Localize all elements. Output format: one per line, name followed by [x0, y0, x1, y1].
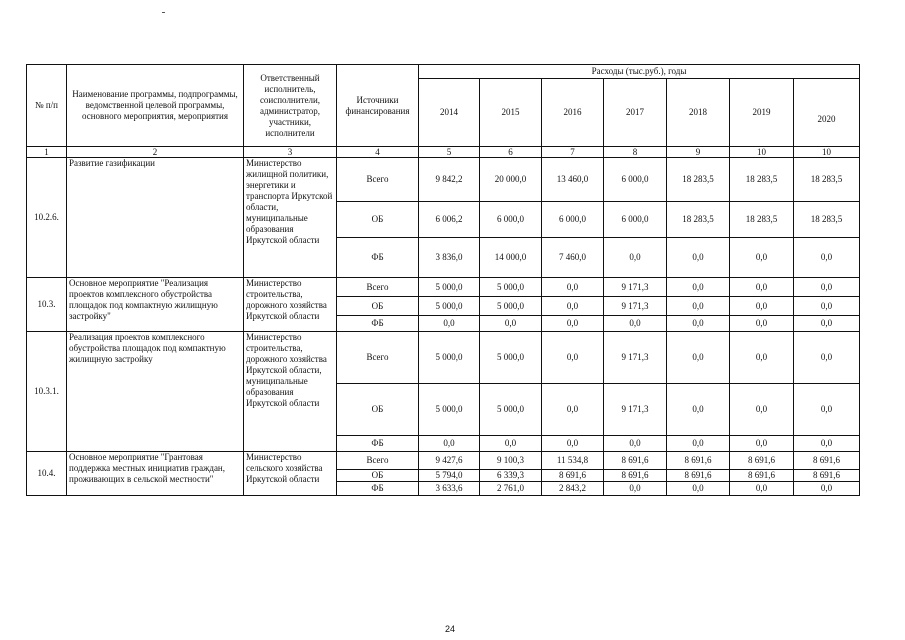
expense-value: 18 283,5 — [667, 158, 730, 202]
expense-value: 6 000,0 — [604, 158, 667, 202]
expense-value: 8 691,6 — [730, 452, 794, 470]
expense-value: 0,0 — [542, 436, 604, 452]
expense-value: 0,0 — [730, 436, 794, 452]
expense-value: 9 171,3 — [604, 384, 667, 436]
expense-value: 0,0 — [419, 436, 480, 452]
index-cell: 1 — [27, 147, 67, 158]
row-number: 10.3.1. — [27, 332, 67, 452]
item-executor: Министерство строительства, дорожного хозяйства Иркутской области — [244, 278, 337, 332]
expense-value: 18 283,5 — [794, 158, 860, 202]
expense-value: 0,0 — [730, 238, 794, 278]
expense-value: 0,0 — [480, 316, 542, 332]
expense-value: 0,0 — [730, 297, 794, 316]
expense-value: 9 100,3 — [480, 452, 542, 470]
funding-source: Всего — [337, 332, 419, 384]
expense-value: 7 460,0 — [542, 238, 604, 278]
expense-value: 2 843,2 — [542, 482, 604, 496]
item-executor: Министерство сельского хозяйства Иркутской области — [244, 452, 337, 496]
expense-value: 9 171,3 — [604, 332, 667, 384]
expenses-table — [26, 64, 860, 496]
expense-value: 6 000,0 — [542, 202, 604, 238]
expense-value: 0,0 — [604, 482, 667, 496]
expense-value: 0,0 — [794, 278, 860, 297]
expense-value: 18 283,5 — [730, 202, 794, 238]
expense-value: 8 691,6 — [667, 470, 730, 482]
expense-value: 18 283,5 — [667, 202, 730, 238]
header-expenses: Расходы (тыс.руб.), годы — [419, 65, 860, 79]
expense-value: 0,0 — [542, 297, 604, 316]
index-cell: 3 — [244, 147, 337, 158]
funding-source: ОБ — [337, 470, 419, 482]
funding-source: ФБ — [337, 436, 419, 452]
expense-value: 0,0 — [730, 316, 794, 332]
expense-value: 0,0 — [794, 482, 860, 496]
index-cell: 6 — [480, 147, 542, 158]
expense-value: 9 171,3 — [604, 297, 667, 316]
funding-source: Всего — [337, 452, 419, 470]
item-executor: Министерство строительства, дорожного хозяйства Иркутской области, муниципальные образования Иркутской области — [244, 332, 337, 452]
year-header: 2020 — [794, 79, 860, 147]
funding-source: ФБ — [337, 482, 419, 496]
expense-value: 0,0 — [794, 316, 860, 332]
table-row — [27, 452, 860, 470]
row-number: 10.4. — [27, 452, 67, 496]
index-cell: 7 — [542, 147, 604, 158]
year-header: 2017 — [604, 79, 667, 147]
expense-value: 8 691,6 — [730, 470, 794, 482]
expense-value: 0,0 — [542, 384, 604, 436]
index-cell: 10 — [794, 147, 860, 158]
expense-value: 0,0 — [667, 384, 730, 436]
expense-value: 0,0 — [730, 482, 794, 496]
expense-value: 0,0 — [794, 297, 860, 316]
table-row — [27, 332, 860, 384]
expense-value: 6 006,2 — [419, 202, 480, 238]
funding-source: ОБ — [337, 202, 419, 238]
funding-source: Всего — [337, 278, 419, 297]
year-header: 2018 — [667, 79, 730, 147]
year-header: 2014 — [419, 79, 480, 147]
expense-value: 0,0 — [794, 436, 860, 452]
expense-value: 6 000,0 — [480, 202, 542, 238]
expense-value: 8 691,6 — [667, 452, 730, 470]
expense-value: 0,0 — [667, 316, 730, 332]
item-executor: Министерство жилищной политики, энергетики и транспорта Иркутской области, муниципальные образования Иркутской области — [244, 158, 337, 278]
expense-value: 0,0 — [730, 278, 794, 297]
expense-value: 5 000,0 — [480, 384, 542, 436]
expense-value: 5 000,0 — [419, 384, 480, 436]
expense-value: 5 000,0 — [480, 332, 542, 384]
expense-value: 0,0 — [604, 316, 667, 332]
expense-value: 13 460,0 — [542, 158, 604, 202]
index-cell: 5 — [419, 147, 480, 158]
funding-source: ОБ — [337, 297, 419, 316]
expense-value: 0,0 — [667, 332, 730, 384]
header-executor: Ответственный исполнитель, соисполнители, администратор, участники, исполнители — [244, 65, 337, 147]
expense-value: 5 794,0 — [419, 470, 480, 482]
funding-source: Всего — [337, 158, 419, 202]
expense-value: 6 339,3 — [480, 470, 542, 482]
row-number: 10.3. — [27, 278, 67, 332]
item-name: Основное мероприятие "Грантовая поддержка местных инициатив граждан, проживающих в сельской местности" — [67, 452, 244, 496]
expense-value: 0,0 — [794, 332, 860, 384]
year-header: 2016 — [542, 79, 604, 147]
expense-value: 2 761,0 — [480, 482, 542, 496]
expense-value: 0,0 — [667, 436, 730, 452]
funding-source: ФБ — [337, 316, 419, 332]
expense-value: 3 836,0 — [419, 238, 480, 278]
expense-value: 0,0 — [542, 332, 604, 384]
scan-speck — [162, 12, 165, 13]
index-cell: 10 — [730, 147, 794, 158]
expense-value: 18 283,5 — [794, 202, 860, 238]
expense-value: 0,0 — [667, 482, 730, 496]
expense-value: 14 000,0 — [480, 238, 542, 278]
expense-value: 8 691,6 — [794, 452, 860, 470]
expense-value: 8 691,6 — [794, 470, 860, 482]
expense-value: 0,0 — [730, 384, 794, 436]
expense-value: 0,0 — [667, 278, 730, 297]
index-cell: 4 — [337, 147, 419, 158]
expense-value: 0,0 — [480, 436, 542, 452]
expense-value: 0,0 — [542, 316, 604, 332]
funding-source: ОБ — [337, 384, 419, 436]
index-cell: 2 — [67, 147, 244, 158]
expense-value: 0,0 — [419, 316, 480, 332]
expense-value: 0,0 — [794, 238, 860, 278]
header-no: № п/п — [27, 65, 67, 147]
expense-value: 0,0 — [604, 238, 667, 278]
index-cell: 9 — [667, 147, 730, 158]
expense-value: 20 000,0 — [480, 158, 542, 202]
table-row — [27, 278, 860, 297]
expense-value: 3 633,6 — [419, 482, 480, 496]
row-number: 10.2.6. — [27, 158, 67, 278]
index-cell: 8 — [604, 147, 667, 158]
expense-value: 5 000,0 — [480, 278, 542, 297]
expense-value: 11 534,8 — [542, 452, 604, 470]
expense-value: 9 427,6 — [419, 452, 480, 470]
item-name: Основное мероприятие "Реализация проектов комплексного обустройства площадок под компактную жилищную застройку" — [67, 278, 244, 332]
header-source: Источники финансирования — [337, 65, 419, 147]
expense-value: 8 691,6 — [542, 470, 604, 482]
expense-value: 5 000,0 — [419, 297, 480, 316]
expense-value: 6 000,0 — [604, 202, 667, 238]
item-name: Развитие газификации — [67, 158, 244, 278]
expense-value: 9 842,2 — [419, 158, 480, 202]
year-header: 2019 — [730, 79, 794, 147]
header-name: Наименование программы, подпрограммы, ведомственной целевой программы, основного мероприятия, мероприятия — [67, 65, 244, 147]
table-row — [27, 158, 860, 202]
expense-value: 0,0 — [667, 238, 730, 278]
expense-value: 5 000,0 — [419, 278, 480, 297]
expense-value: 9 171,3 — [604, 278, 667, 297]
expense-value: 18 283,5 — [730, 158, 794, 202]
expense-value: 5 000,0 — [480, 297, 542, 316]
expense-value: 0,0 — [542, 278, 604, 297]
expense-value: 8 691,6 — [604, 452, 667, 470]
expense-value: 5 000,0 — [419, 332, 480, 384]
year-header: 2015 — [480, 79, 542, 147]
expense-value: 0,0 — [604, 436, 667, 452]
funding-source: ФБ — [337, 238, 419, 278]
expense-value: 0,0 — [794, 384, 860, 436]
expense-value: 0,0 — [667, 297, 730, 316]
expense-value: 0,0 — [730, 332, 794, 384]
expense-value: 8 691,6 — [604, 470, 667, 482]
item-name: Реализация проектов комплексного обустройства площадок под компактную жилищную застройку — [67, 332, 244, 452]
page-number: 24 — [445, 624, 456, 634]
